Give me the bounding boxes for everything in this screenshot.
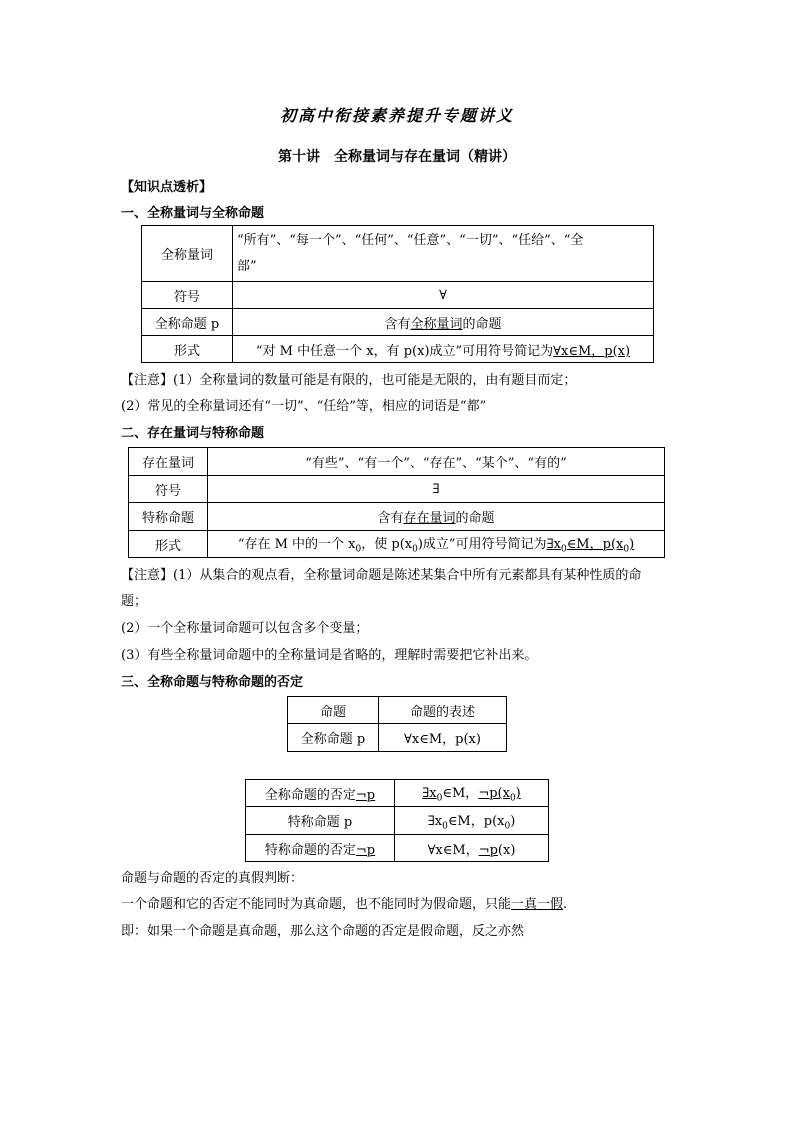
row-value: “有些”、“有一个”、“存在”、“某个”、“有的”: [208, 448, 665, 476]
header-cell: 命题: [288, 697, 379, 724]
knowledge-heading: 【知识点透析】: [121, 180, 213, 195]
section2-heading: 二、存在量词与特称命题: [121, 426, 265, 441]
document-title: 初高中衔接素养提升专题讲义: [279, 106, 514, 125]
table-row: [142, 226, 654, 282]
table-row: [246, 835, 549, 862]
table-row: [142, 336, 654, 363]
table-row: [142, 309, 654, 336]
row-value: $\exists x_0\in M$，$p(x_0)$: [395, 807, 549, 835]
row-label: 形式: [142, 336, 233, 363]
forall-symbol: ∀: [233, 282, 654, 309]
row-value: “存在 M 中的一个 $x_0$，使 $p(x_0)$成立”可用符号简记为$\exists x_0\in M$，$p(x_0)$: [208, 531, 665, 558]
row-value: [233, 226, 654, 282]
table-row: [129, 531, 665, 558]
table-row: [129, 503, 665, 531]
row-label: 存在量词: [129, 448, 208, 476]
section3-heading: 三、全称命题与特称命题的否定: [121, 675, 304, 690]
row-label: 特称命题的否定¬p: [246, 835, 395, 862]
header-cell: 命题的表述: [379, 697, 507, 724]
negation-table: [245, 779, 549, 862]
row-label: 符号: [129, 476, 208, 503]
row-label: 形式: [129, 531, 208, 558]
universal-quantifier-table: [141, 225, 654, 363]
truth-line-2: 即：如果一个命题是真命题，那么这个命题的否定是假命题，反之亦然: [121, 924, 525, 939]
table-row: [246, 780, 549, 807]
row-label: 全称量词: [142, 226, 233, 282]
section1-heading: 一、全称量词与全称命题: [121, 206, 265, 221]
note-3: (3）有些全称量词命题中的全称量词是省略的，理解时需要把它补出来。: [121, 648, 538, 663]
row-label: 全称命题 p: [142, 309, 233, 336]
proposition-table: [287, 696, 507, 752]
row-label: 特称命题: [129, 503, 208, 531]
note-1-cont: 题；: [121, 594, 148, 609]
row-value: 含有存在量词的命题: [208, 503, 665, 531]
table-row: [246, 807, 549, 835]
table-row: [142, 282, 654, 309]
row-value: ∀x∈M，p(x): [379, 724, 507, 752]
note-2: (2）常见的全称量词还有“一切”、“任给”等，相应的词语是“都”: [121, 399, 487, 414]
quantifier-list-cont: 部”: [237, 258, 257, 274]
lecture-subtitle: 第十讲 全称量词与存在量词（精讲）: [278, 149, 516, 165]
note-1: 【注意】(1）全称量词的数量可能是有限的，也可能是无限的，由有题目而定；: [121, 373, 577, 388]
row-value: 含有全称量词的命题: [233, 309, 654, 336]
note-2: (2）一个全称量词命题可以包含多个变量；: [121, 621, 369, 636]
row-value: ∀x∈M，¬p(x): [395, 835, 549, 862]
row-label: 符号: [142, 282, 233, 309]
row-label: 全称命题 p: [288, 724, 379, 752]
existential-quantifier-table: [128, 447, 665, 558]
table-row: [288, 697, 507, 724]
row-label: 全称命题的否定¬p: [246, 780, 395, 807]
quantifier-list: “所有”、“每一个”、“任何”、“任意”、“一切”、“任给”、“全: [237, 232, 584, 248]
row-value: $\exists x_0\in M$，$\neg p(x_0)$: [395, 780, 549, 807]
table-row: [129, 448, 665, 476]
table-row: [129, 476, 665, 503]
exists-symbol: ∃: [208, 476, 665, 503]
note-1: 【注意】(1）从集合的观点看，全称量词命题是陈述某集合中所有元素都具有某种性质的命: [121, 568, 642, 583]
table-row: [288, 724, 507, 752]
truth-line-1: 一个命题和它的否定不能同时为真命题，也不能同时为假命题，只能一真一假.: [121, 897, 568, 912]
truth-heading: 命题与命题的否定的真假判断：: [121, 871, 304, 886]
row-value: “对 M 中任意一个 x，有 p(x)成立”可用符号简记为∀x∈M，p(x): [233, 336, 654, 363]
row-label: 特称命题 p: [246, 807, 395, 835]
